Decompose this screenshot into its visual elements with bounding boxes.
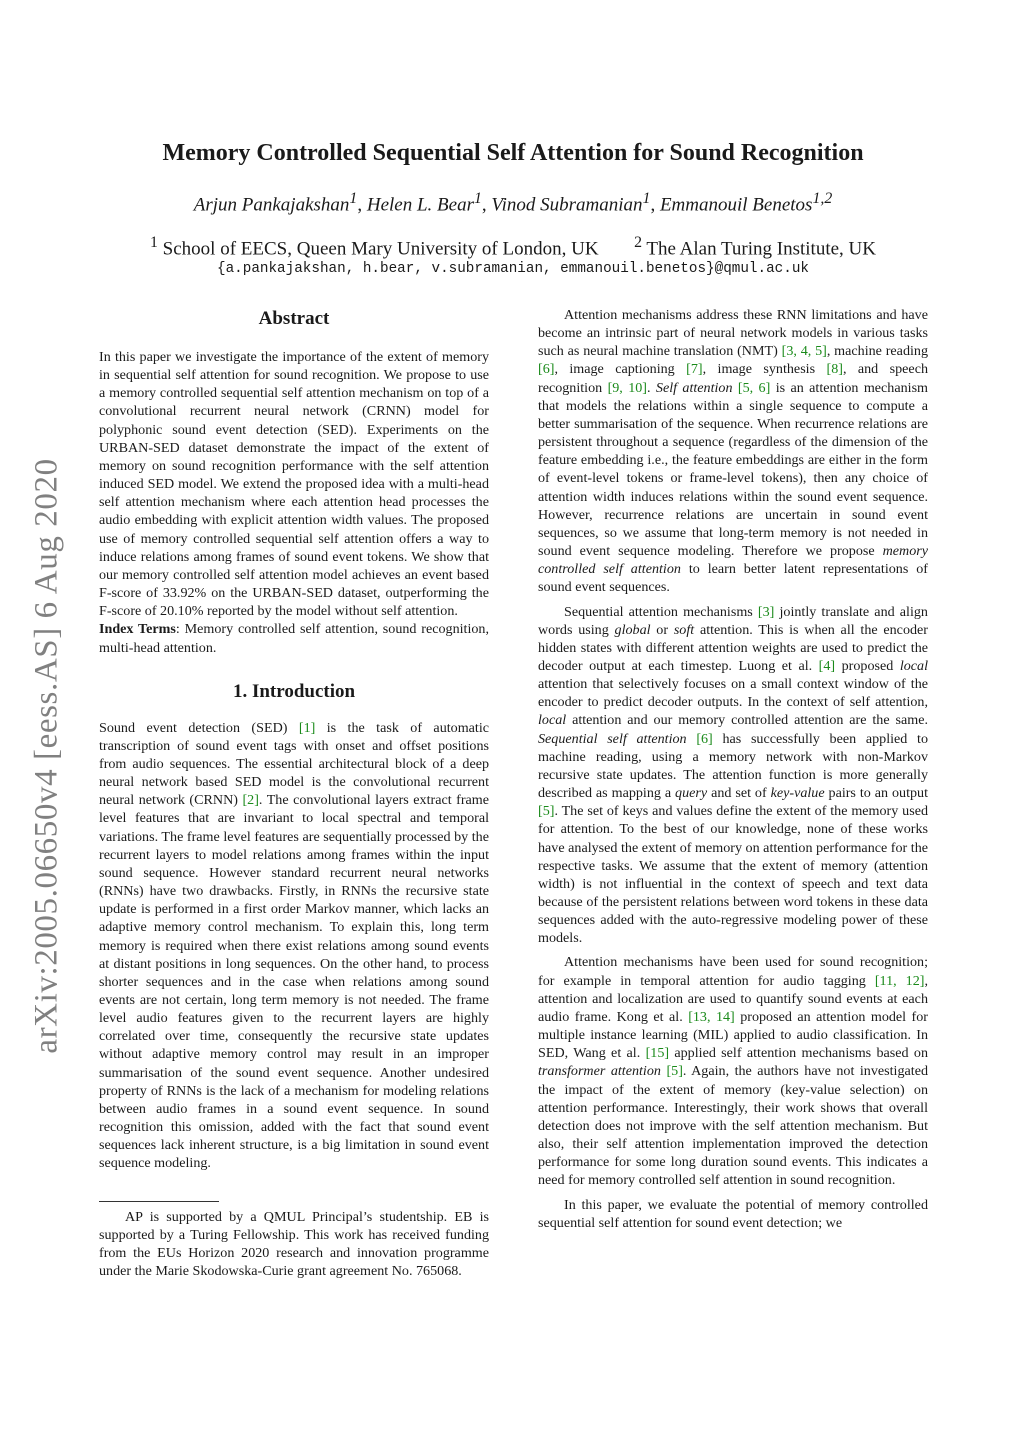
- funding-footnote: AP is supported by a QMUL Principal’s studentship. EB is supported by a Turing Fellowship. This work has received funding from the EUs Horizon 2020 research and innovation programme under the Marie Skodowska-Curie grant agreement No. 765068.: [99, 1208, 489, 1280]
- index-terms-text: : Memory controlled self attention, sound recognition, multi-head attention.: [99, 621, 489, 656]
- citation-link[interactable]: [15]: [645, 1045, 670, 1062]
- author-list: Arjun Pankajakshan$^1$, Helen L. Bear$^1$, Vinod Subramanian$^1$, Emmanouil Benetos$^{1,2}$: [193, 190, 833, 216]
- body-paragraph: Attention mechanisms have been used for sound recognition; for example in temporal attention for audio tagging [11, 12], attention and localization are used to quantify sound events at each audio frame. Kong et al. [13, 14] proposed an attention model for multiple instance learning (MIL) applied to audio classification. In SED, Wang et al. [15] applied self attention mechanisms based on transformer attention [5]. Again, the authors have not investigated the impact of the extent of memory (key-value selection) on attention performance. Interestingly, their work shows that overall detection does not improve with the self attention mechanism. But also, their self attention implementation improved the detection performance for some long duration sound events. This indicates a need for memory controlled self attention in sound recognition.: [538, 954, 929, 1189]
- citation-link[interactable]: [3, 4, 5]: [781, 343, 827, 360]
- index-terms: [99, 620, 489, 656]
- body-paragraph: In this paper, we evaluate the potential of memory controlled sequential self attention for sound event detection; we: [538, 1196, 928, 1231]
- citation-link[interactable]: [1]: [298, 719, 316, 736]
- author-name: Vinod Subramanian: [491, 194, 643, 216]
- paper-title: Memory Controlled Sequential Self Attention for Sound Recognition: [162, 140, 864, 166]
- citation-link[interactable]: [2]: [242, 792, 259, 809]
- author-name: Arjun Pankajakshan: [193, 194, 350, 216]
- affil-sup: 1: [150, 234, 158, 251]
- citation-link[interactable]: [9, 10]: [607, 379, 647, 396]
- citation-link[interactable]: [13, 14]: [688, 1008, 735, 1025]
- abstract-body: In this paper we investigate the importance of the extent of memory in sequential self attention for sound recognition. We propose to use a memory controlled sequential self attention mechanism on top of a convolutional recurrent neural network (CRNN) model for polyphonic sound event detection (SED). Experiments on the URBAN-SED dataset demonstrate the impact of the extent of memory on sound recognition performance with the self attention induced SED model. We extend the proposed idea with a multi-head self attention mechanism where each attention head processes the audio embedding with explicit attention width values. The proposed use of memory controlled sequential self attention offers a way to induce relations among frames of sound event tokens. We show that our memory controlled self attention model achieves an event based F-score of 33.92% on the URBAN-SED dataset, outperforming the F-score of 20.10% reported by the model without self attention.: [99, 349, 489, 620]
- abstract-heading: Abstract: [258, 308, 330, 329]
- citation-link[interactable]: [6]: [538, 361, 555, 378]
- author-name: Emmanouil Benetos: [659, 194, 813, 216]
- author-affil-sup: 1: [473, 190, 482, 207]
- citation-link[interactable]: [8]: [826, 361, 843, 378]
- body-paragraph: Sequential attention mechanisms [3] jointly translate and align words using global or soft attention. This is when all the encoder hidden states with different attention weights are used to predict the decoder output at each timestep. Luong et al. [4] proposed local attention that selectively focuses on a small context window of the encoder to predict decoder outputs. In the context of self attention, local attention and our memory controlled attention are the same. Sequential self attention [6] has successfully been applied to machine reading, using a memory network with non-Markov recursive state updates. The attention function is more generally described as mapping a query and set of key-value pairs to an output [5]. The set of keys and values define the extent of the memory used for attention. To the best of our knowledge, none of these works have analysed the extent of memory on attention performance for the respective tasks. We assume that the extent of memory (attention width) is not influential in the context of speech and text data because of the persistent relations between word tokens in these data sequences added with the auto-regressive modeling power of these models.: [538, 603, 929, 947]
- citation-link[interactable]: [5]: [538, 803, 555, 820]
- author-affil-sup: 1,2: [812, 190, 833, 207]
- citation-link[interactable]: [3]: [757, 603, 775, 620]
- citation-link[interactable]: [7]: [686, 361, 703, 378]
- body-paragraph: Attention mechanisms address these RNN limitations and have become an intrinsic part of neural network models in various tasks such as neural machine translation (NMT) [3, 4, 5], machine reading [6], image captioning [7], image synthesis [8], and speech recognition [9, 10]. Self attention [5, 6] is an attention mechanism that models the relations within a single sequence to compute a better summarisation of the sequence. When recurrence relations are persistent throughout a sequence (regardless of the dimension of the feature embedding i.e., the feature embeddings are either in the form of event-level tokens or frame-level tokens), then any choice of attention width induces relations within the sound event sequence. However, recurrence relations are uncertain in sound event sequences, so we assume that long-term memory is not needed in sound event sequence modeling. Therefore we propose memory controlled self attention to learn better latent representations of sound event sequences.: [538, 307, 929, 596]
- affil-sup: 2: [634, 234, 642, 251]
- introduction-heading: 1. Introduction: [232, 680, 356, 702]
- affiliation: School of EECS, Queen Mary University of London, UK: [162, 238, 599, 260]
- author-affil-sup: 1: [349, 190, 358, 207]
- citation-link[interactable]: [11, 12]: [874, 972, 925, 989]
- right-column: [538, 306, 928, 1232]
- author-name: Helen L. Bear: [366, 194, 474, 216]
- footnote-divider: [99, 1201, 219, 1202]
- intro-paragraph: Sound event detection (SED) [1] is the task of automatic transcription of sound event tags with onset and offset positions from audio sequences. The essential architectural block of a deep neural network based SED model is the convolutional recurrent neural network (CRNN) [2]. The convolutional layers extract frame level features that are invariant to local spectral and temporal variations. The frame level features are sequentially processed by the recurrent layers to model relations among frames within the input sound sequence. However standard recurrent neural networks (RNNs) have two drawbacks. Firstly, in RNNs the recursive state update is performed in a first order Markov manner, which lacks an adaptive memory control mechanism. To explain this, long term memory is required when there exist relations among sound events at distant positions in long sequences. On the other hand, to process shorter sequences and in the case when relations among sound events are not certain, long term memory is not needed. The frame level audio features given to the recurrent layers are highly correlated over time, consequently the recursive state updates without adaptive memory control may result in an improper summarisation of the sound event sequence. Another undesired property of RNNs is the lack of a mechanism for modeling relations between audio frames in a sound event sequence. In sound recognition this omission, added with the fact that sound event sequences lack inherent structure, is a big limitation in sound event sequence modeling.: [99, 719, 490, 1172]
- arxiv-id-text: arXiv:2005.06650v4 [eess.AS] 6 Aug 2020: [28, 458, 65, 1054]
- left-column: [99, 306, 489, 1280]
- citation-link[interactable]: [5]: [666, 1063, 683, 1080]
- citation-link[interactable]: [6]: [696, 730, 713, 747]
- author-affil-sup: 1: [642, 190, 651, 207]
- citation-link[interactable]: [4]: [818, 657, 836, 674]
- citation-link[interactable]: [5, 6]: [737, 379, 771, 396]
- author-emails: {a.pankajakshan, h.bear, v.subramanian, emmanouil.benetos}@qmul.ac.uk: [217, 261, 809, 277]
- index-terms-label: Index Terms: [99, 621, 176, 638]
- arxiv-side-identifier: [20, 448, 74, 1064]
- affiliation: The Alan Turing Institute, UK: [646, 238, 876, 260]
